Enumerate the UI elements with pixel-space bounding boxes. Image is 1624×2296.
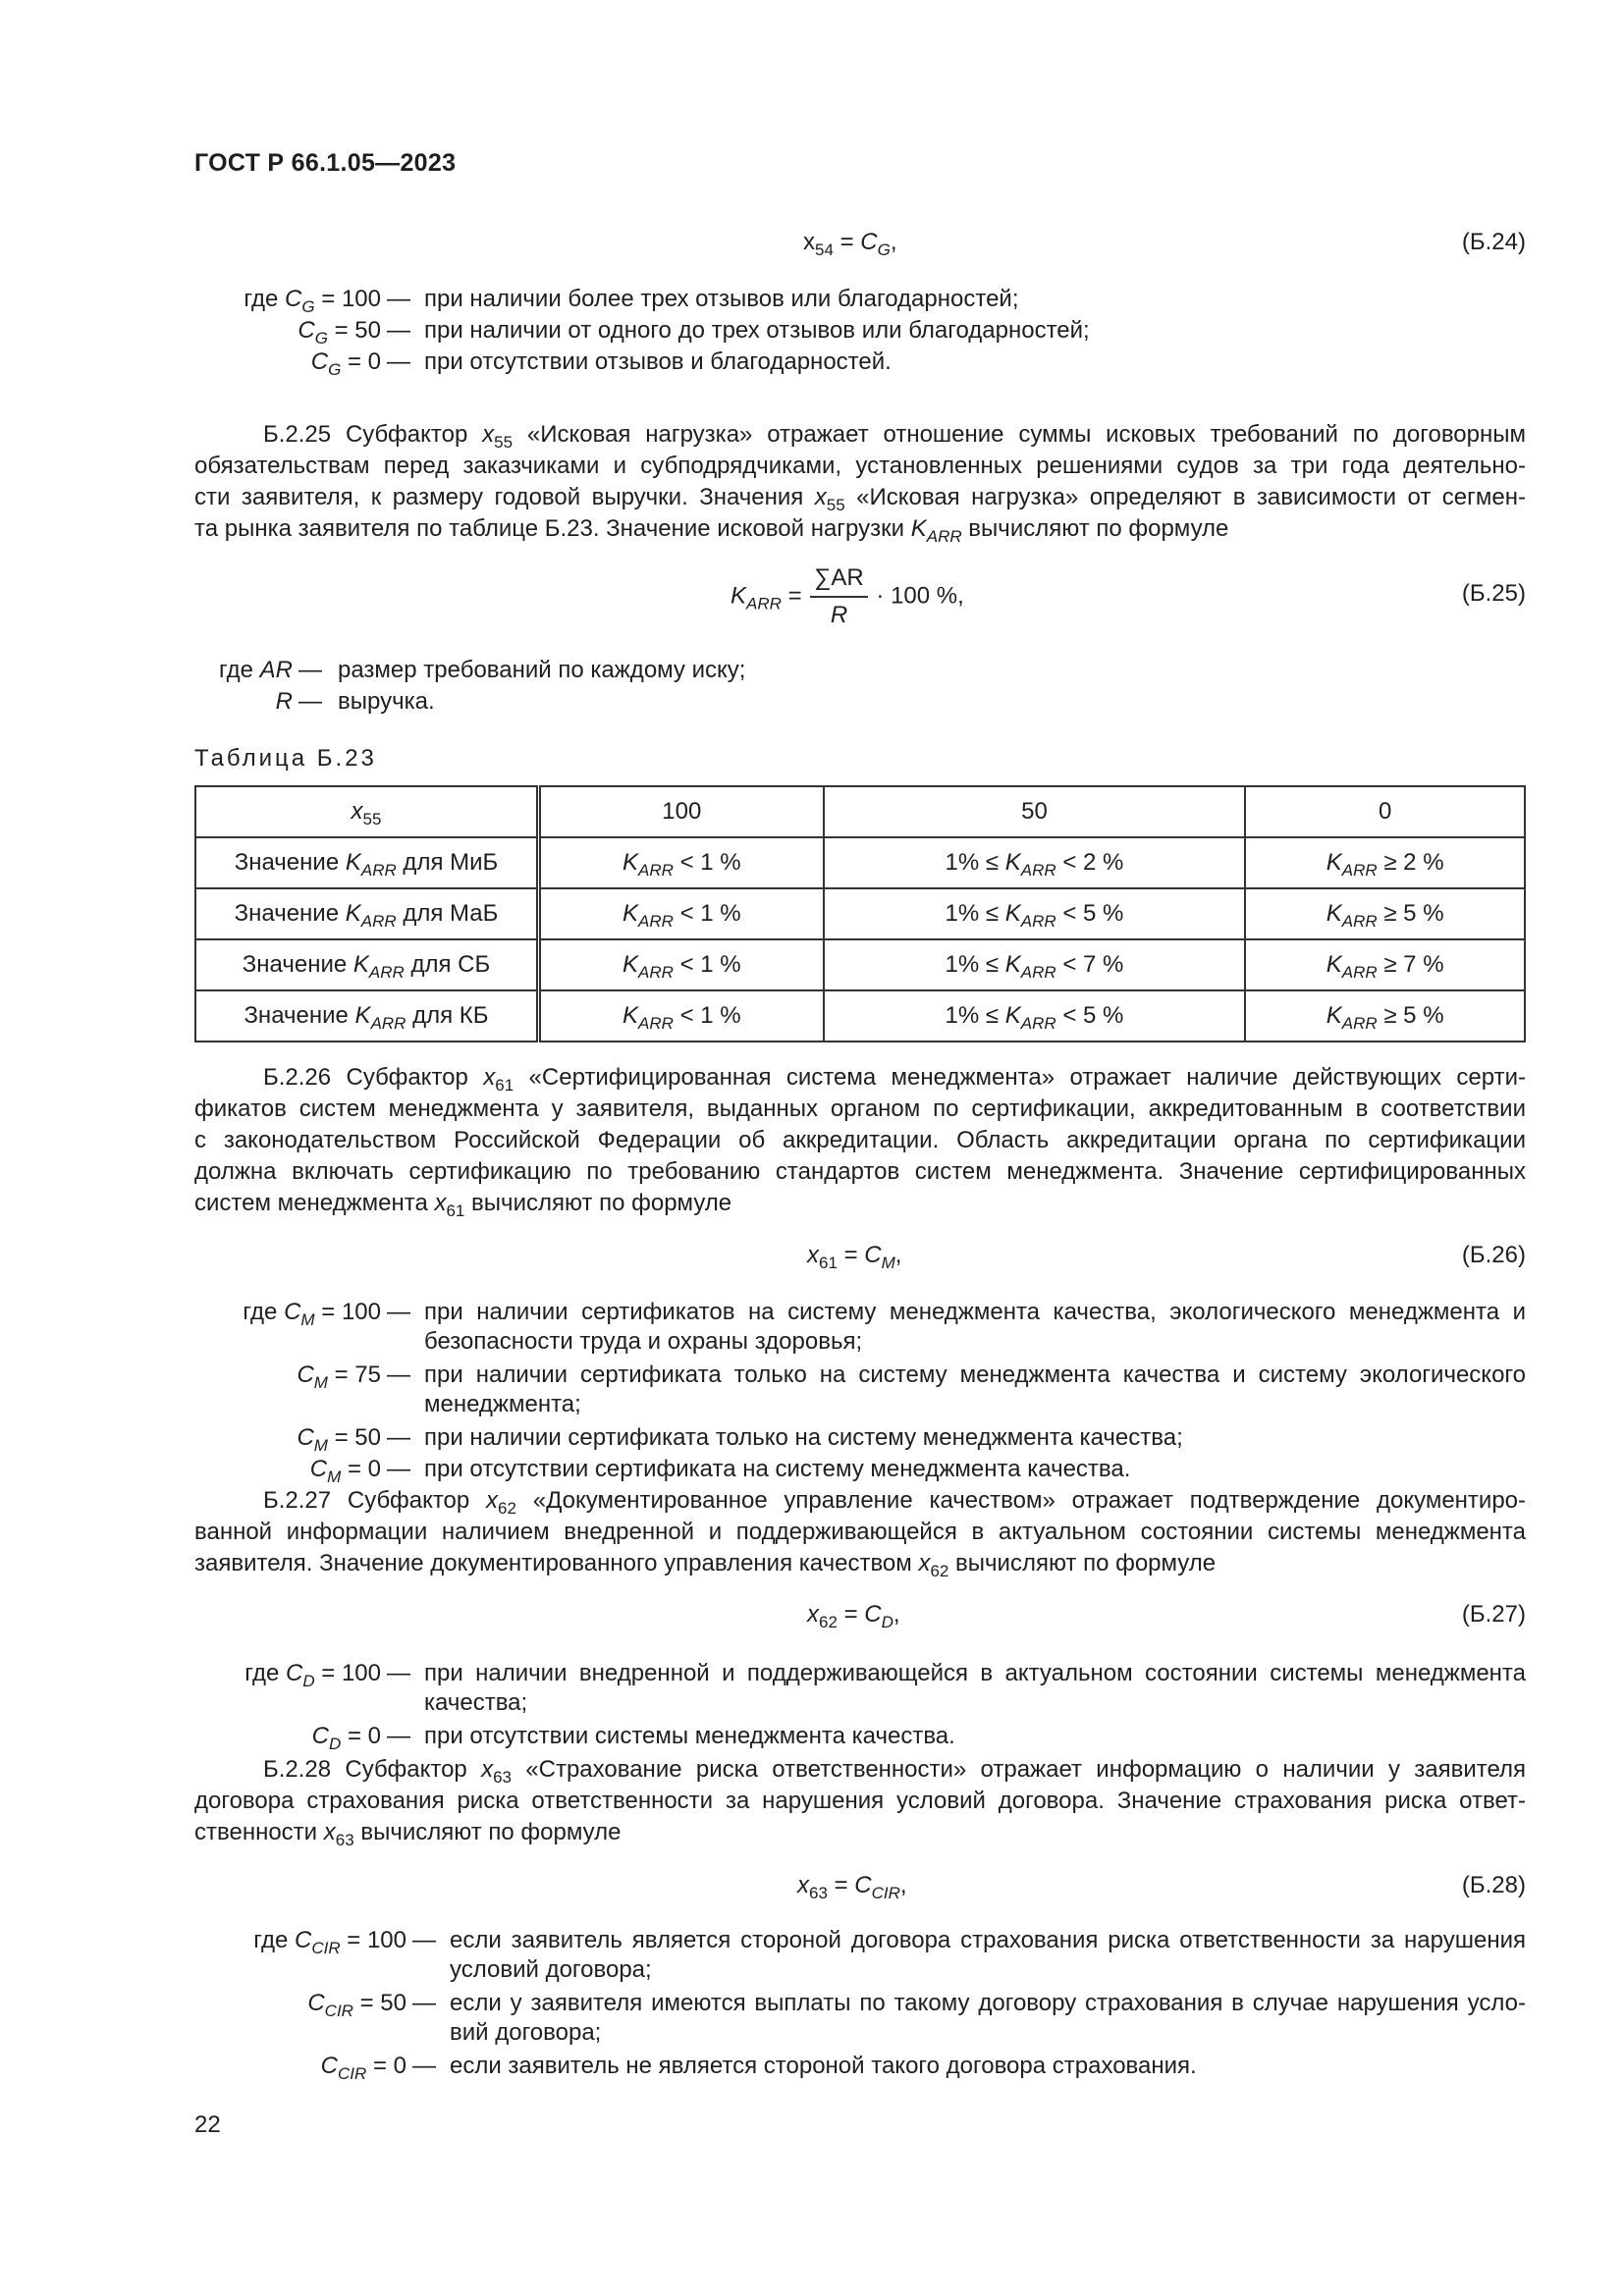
formula-b28: $x_{63} = C_{CIR}$, [797,1872,907,1902]
table-cell: Значение $K_{ARR}$ для СБ [195,939,539,990]
formula-b24: $x_{54} = C_G$, [803,229,897,259]
formula-number-b26: (Б.26) [1461,1242,1526,1268]
definition-text: безопасности труда и охраны здоровья; [424,1328,863,1355]
paragraph-line: сти заявителя, к размеру годовой выручки. Значения $x_{55}$ «Исковая нагрузка» определяют в зависимости от сегмен- [194,484,1526,514]
definition-term: $C_M = 75$ [297,1362,381,1392]
definition-dash: — [387,1299,410,1325]
paragraph-line: ванной информации наличием внедренной и поддерживающейся в актуальном состоянии системы менеджмента [194,1519,1526,1545]
definition-term: где $C_M = 100$ [243,1299,381,1329]
paragraph-line: систем менеджмента $x_{61}$ вычисляют по формуле [194,1190,732,1220]
table-header-cell: 100 [539,786,824,837]
table-row [195,888,1525,939]
table-cell: $1\% \le K_{ARR} < 7$ % [824,939,1246,990]
definition-term: где $C_D = 100$ [244,1660,381,1690]
paragraph-line: ственности $x_{63}$ вычисляют по формуле [194,1819,622,1849]
formula-b27: $x_{62} = C_D$, [807,1601,900,1631]
definition-dash: — [387,1456,410,1482]
paragraph-line: Б.2.25 Субфактор $x_{55}$ «Исковая нагрузка» отражает отношение суммы исковых требований по договорным [263,421,1527,452]
definition-text: при наличии сертификатов на систему менеджмента качества, экологического менеджмента и [424,1299,1526,1325]
table-caption: Таблица Б.23 [194,745,377,772]
document-header: ГОСТ Р 66.1.05—2023 [194,149,457,177]
page-number: 22 [194,2111,221,2138]
definition-text: при отсутствии сертификата на систему менеджмента качества. [424,1456,1131,1482]
definition-dash: — [387,1424,410,1451]
table-header-cell: 50 [824,786,1246,837]
definition-term: $C_M = 0$ [309,1456,381,1486]
paragraph-line: та рынка заявителя по таблице Б.23. Значение исковой нагрузки $K_{ARR}$ вычисляют по формуле [194,515,1229,546]
table-cell: $K_{ARR} < 1$ % [539,837,824,888]
table-header-cell: $x_{55}$ [195,786,539,837]
table-row [195,837,1525,888]
definition-text: выручка. [338,688,435,715]
definition-term: $C_G = 0$ [310,348,381,379]
definition-text: при отсутствии системы менеджмента качества. [424,1723,955,1749]
table-row [195,939,1525,990]
paragraph-line: с законодательством Российской Федерации об аккредитации. Область аккредитации органа по сертификации [194,1127,1526,1153]
table-cell: Значение $K_{ARR}$ для КБ [195,990,539,1041]
definition-dash: — [298,657,322,683]
table-cell: $K_{ARR} \ge 5$ % [1245,888,1525,939]
table-cell: $K_{ARR} \ge 5$ % [1245,990,1525,1041]
definition-term: где AR [218,657,293,683]
definition-term: R [275,688,293,715]
table-cell: Значение $K_{ARR}$ для МаБ [195,888,539,939]
table-header-cell: 0 [1245,786,1525,837]
definition-dash: — [387,1660,410,1686]
table-cell: $1\% \le K_{ARR} < 5$ % [824,990,1246,1041]
table-row [195,990,1525,1041]
paragraph-line: заявителя. Значение документированного управления качеством $x_{62}$ вычисляют по формуле [194,1550,1217,1580]
table-cell: $K_{ARR} < 1$ % [539,990,824,1041]
definition-text: при наличии сертификата только на систему менеджмента качества; [424,1424,1183,1451]
definition-text: вий договора; [450,2019,602,2046]
definition-dash: — [298,688,322,715]
definition-text: менеджмента; [424,1391,581,1417]
formula-number-b28: (Б.28) [1461,1872,1526,1898]
definition-dash: — [412,1927,436,1953]
definition-term: $C_G = 50$ [298,317,381,347]
definition-dash: — [387,348,410,375]
paragraph-line: фикатов систем менеджмента у заявителя, выданных органом по сертификации, аккредитованным в соответствии [194,1095,1526,1122]
definition-dash: — [387,1723,410,1749]
table-cell: $K_{ARR} < 1$ % [539,939,824,990]
definition-dash: — [412,1990,436,2016]
definition-text: условий договора; [450,1956,652,1983]
definition-text: при отсутствии отзывов и благодарностей. [424,348,892,375]
definition-term: $C_D = 0$ [311,1723,381,1753]
table-header-row [195,786,1525,837]
definition-term: $C_{CIR} = 50$ [307,1990,406,2020]
definition-term: где $C_{CIR} = 100$ [253,1927,406,1957]
definition-text: если заявитель не является стороной такого договора страхования. [450,2053,1197,2079]
definition-text: при наличии от одного до трех отзывов или благодарностей; [424,317,1090,344]
table-cell: $K_{ARR} < 1$ % [539,888,824,939]
fraction: $\frac{\sum AR}{R}$ [810,561,867,632]
table-cell: $1\% \le K_{ARR} < 2$ % [824,837,1246,888]
definition-dash: — [387,1362,410,1388]
table-cell: $K_{ARR} \ge 2$ % [1245,837,1525,888]
definition-text: при наличии более трех отзывов или благодарностей; [424,286,1019,312]
formula-b25: $K_{ARR}$ = $\frac{\sum AR}{R}$ · 100 %, [731,561,964,632]
paragraph-line: Б.2.27 Субфактор $x_{62}$ «Документированное управление качеством» отражает подтверждение документиро- [263,1487,1527,1518]
paragraph-line: обязательствам перед заказчиками и субподрядчиками, установленных решениями судов за три года деятельно- [194,453,1526,479]
table-cell: Значение $K_{ARR}$ для МиБ [195,837,539,888]
definition-term: $C_M = 50$ [297,1424,381,1455]
paragraph-line: Б.2.26 Субфактор $x_{61}$ «Сертифицированная система менеджмента» отражает наличие действующих серти- [263,1064,1526,1095]
table-cell: $K_{ARR} \ge 7$ % [1245,939,1525,990]
definition-text: если у заявителя имеются выплаты по такому договору страхования в случае нарушения усло- [450,1990,1526,2016]
formula-number-b27: (Б.27) [1461,1601,1526,1628]
definition-text: качества; [424,1689,528,1716]
data-table [194,785,1526,1042]
formula-number-b25: (Б.25) [1461,580,1526,607]
definition-dash: — [412,2053,436,2079]
definition-dash: — [387,317,410,344]
definition-text: размер требований по каждому иску; [338,657,746,683]
definition-text: при наличии внедренной и поддерживающейся в актуальном состоянии системы менеджмента [424,1660,1526,1686]
table-cell: $1\% \le K_{ARR} < 5$ % [824,888,1246,939]
definition-text: при наличии сертификата только на систему менеджмента качества и систему экологического [424,1362,1526,1388]
formula-b26: $x_{61} = C_M$, [807,1242,902,1272]
definition-term: где $C_G = 100$ [244,286,381,316]
paragraph-line: договора страхования риска ответственности за нарушения условий договора. Значение страхования риска ответ- [194,1788,1526,1814]
definition-text: если заявитель является стороной договора страхования риска ответственности за нарушения [450,1927,1526,1953]
paragraph-line: должна включать сертификацию по требованию стандартов систем менеджмента. Значение сертифицированных [194,1158,1526,1185]
paragraph-line: Б.2.28 Субфактор $x_{63}$ «Страхование риска ответственности» отражает информацию о наличии у заявителя [263,1756,1527,1787]
definition-term: $C_{CIR} = 0$ [320,2053,406,2083]
definition-dash: — [387,286,410,312]
formula-number-b24: (Б.24) [1461,229,1526,255]
